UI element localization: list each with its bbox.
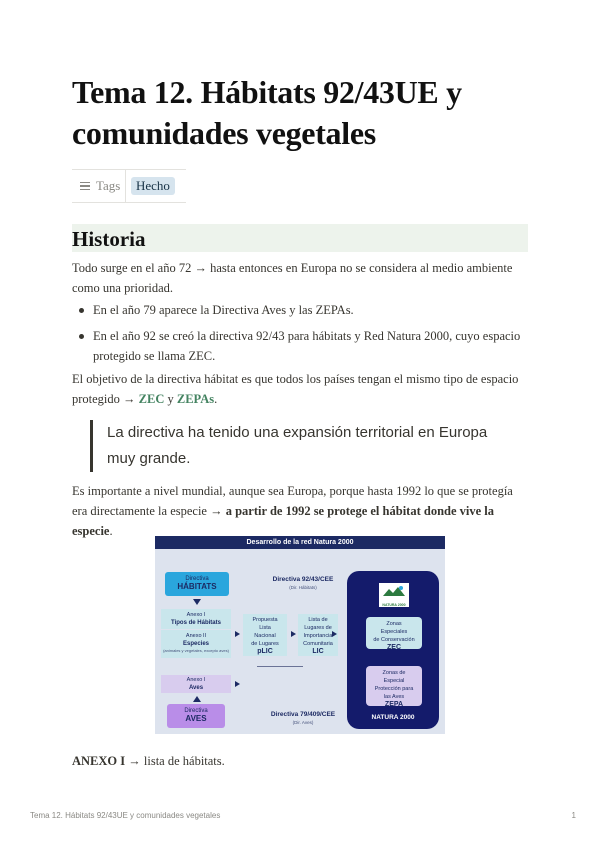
section-heading: Historia <box>72 224 528 252</box>
page-number: 1 <box>571 811 576 820</box>
properties-row <box>72 169 186 203</box>
importance-bold: a partir de 1992 se protege el hábitat donde vive la especie <box>72 504 495 538</box>
lista-lic-box: Lista de Lugares de Importancia Comunitaria LIC <box>298 614 338 656</box>
anexo-bold: ANEXO I <box>72 754 126 768</box>
tags-property[interactable] <box>72 170 126 202</box>
diagram-title: Desarrollo de la red Natura 2000 <box>155 536 445 549</box>
tag-badge[interactable]: Hecho <box>131 177 175 195</box>
list-icon <box>80 180 90 192</box>
zepa-box: Zonas de Especial Protección para las Aves ZEPA <box>366 666 422 706</box>
natura-label: NATURA 2000 <box>371 714 415 721</box>
page-title: Tema 12. Hábitats 92/43UE y comunidades vegetales <box>72 74 462 151</box>
anexo-i-tipos-box: Anexo I Tipos de Hábitats <box>161 609 231 629</box>
directiva-aves-box: Directiva AVES <box>167 704 225 728</box>
list-item: En el año 79 aparece la Directiva Aves y las ZEPAs. <box>72 300 528 320</box>
propuesta-plic-box: Propuesta Lista Nacional de Lugares pLIC <box>243 614 287 656</box>
anexo-i-aves-box: Anexo I Aves <box>161 675 231 693</box>
anexo-ii-especies-box: Anexo II Especies (animales y vegetales, excepto aves) <box>161 630 231 658</box>
intro-paragraph: Todo surge en el año 72 → hasta entonces en Europa no se considera al medio ambiente como una prioridad. <box>72 261 513 295</box>
page-footer <box>30 811 576 820</box>
directiva-habitats-box: Directiva HÁBITATS <box>165 572 229 596</box>
zec-box: Zonas Especiales de Conservación ZEC <box>366 617 422 649</box>
objective-paragraph: El objetivo de la directiva hábitat es que todos los países tengan el mismo tipo de espacio protegido → ZEC y ZEPAs. <box>72 372 519 406</box>
blockquote: La directiva ha tenido una expansión territorial en Europa muy grande. <box>90 420 517 472</box>
zec-highlight: ZEC <box>138 392 165 406</box>
natura-panel <box>347 571 439 729</box>
bullet-list <box>72 300 528 366</box>
tags-label: Tags <box>96 178 121 193</box>
anexo-paragraph: ANEXO I → lista de hábitats. <box>72 754 225 768</box>
natura-2000-diagram <box>155 536 445 734</box>
footer-title: Tema 12. Hábitats 92/43UE y comunidades vegetales <box>30 811 221 820</box>
zepas-highlight: ZEPAs <box>176 392 215 406</box>
directiva-9243-label: Directiva 92/43/CEE (Dir. Hábitats) <box>272 576 334 590</box>
importance-paragraph: Es importante a nivel mundial, aunque sea Europa, porque hasta 1992 lo que se protegía era directamente la especie → a partir de 1992 se protege el hábitat donde vive la especie. <box>72 484 513 538</box>
list-item: En el año 92 se creó la directiva 92/43 para hábitats y Red Natura 2000, cuyo espacio protegido se llama ZEC. <box>72 326 528 366</box>
directiva-79409-label: Directiva 79/409/CEE (Dir. Aves) <box>270 711 336 725</box>
natura-logo: NATURA 2000 <box>379 583 409 607</box>
